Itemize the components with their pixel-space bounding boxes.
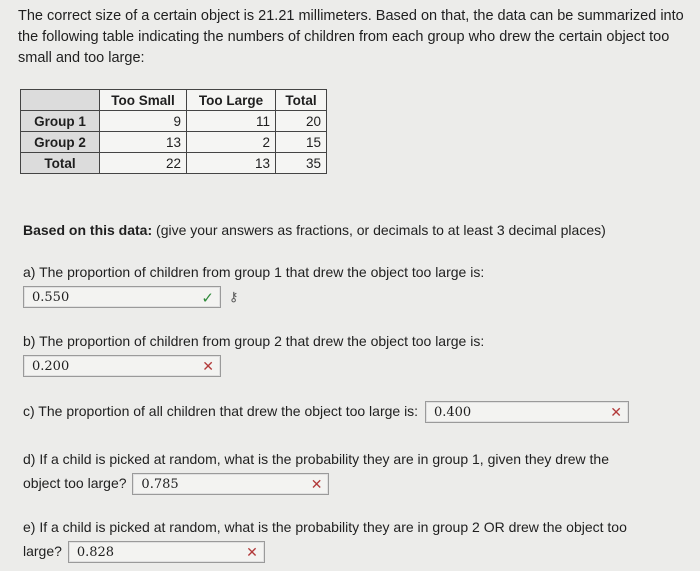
table-row	[21, 111, 327, 132]
instructions	[23, 222, 606, 238]
question-d-text-line1: d) If a child is picked at random, what is the probability they are in group 1, given they drew the	[23, 451, 609, 467]
question-b	[23, 331, 484, 377]
col-header-too-large: Too Large	[187, 90, 276, 111]
answer-c-value: 0.400	[433, 405, 472, 420]
table-header-row	[21, 90, 327, 111]
question-e-text-line2: large?	[23, 543, 62, 559]
table-row	[21, 153, 327, 174]
row-header-group2: Group 2	[21, 132, 100, 153]
answer-d-value: 0.785	[141, 477, 179, 492]
answer-c-input[interactable]	[425, 401, 629, 423]
cross-icon: ✕	[610, 405, 622, 421]
table-cell: 22	[100, 153, 187, 174]
row-header-group1: Group 1	[21, 111, 100, 132]
cross-icon: ✕	[310, 477, 323, 493]
answer-e-value: 0.828	[76, 545, 115, 560]
table-cell: 13	[187, 153, 276, 174]
table-row	[21, 132, 327, 153]
table-cell: 15	[276, 132, 327, 153]
col-header-too-small: Too Small	[100, 90, 187, 111]
problem-intro: The correct size of a certain object is 21.21 millimeters. Based on that, the data can be summarized into the following table indicating the numbers of children from each group who drew the certain object too small and too large:	[18, 8, 684, 66]
check-icon: ✓	[201, 289, 214, 307]
cross-icon: ✕	[202, 359, 214, 375]
summary-table	[20, 89, 327, 174]
question-b-text: b) The proportion of children from group 2 that drew the object too large is:	[23, 333, 485, 349]
cross-icon: ✕	[246, 545, 258, 561]
row-header-total: Total	[21, 153, 100, 174]
table-cell: 35	[276, 153, 327, 174]
table-cell: 9	[100, 111, 187, 132]
question-a-text: a) The proportion of children from group 1 that drew the object too large is:	[23, 264, 485, 280]
table-cell: 2	[187, 132, 276, 153]
instructions-bold: Based on this data:	[23, 222, 153, 238]
table-cell: 11	[187, 111, 276, 132]
table-corner-cell	[21, 90, 100, 111]
key-icon[interactable]: ⚷	[228, 290, 239, 305]
question-c-text: c) The proportion of all children that drew the object too large is:	[23, 403, 419, 419]
answer-a-value: 0.550	[32, 290, 70, 305]
answer-d-input[interactable]	[132, 473, 329, 495]
question-d-text-line2: object too large?	[23, 475, 127, 491]
col-header-total: Total	[276, 90, 327, 111]
answer-b-input[interactable]	[23, 355, 221, 377]
answer-b-value: 0.200	[32, 359, 70, 374]
answer-e-input[interactable]	[68, 541, 265, 563]
question-c	[23, 401, 629, 423]
answer-a-input[interactable]	[23, 286, 221, 308]
table-cell: 13	[100, 132, 187, 153]
question-e-text-line1: e) If a child is picked at random, what is the probability they are in group 2 OR drew the object too	[23, 519, 627, 535]
table-cell: 20	[276, 111, 327, 132]
question-e	[23, 517, 627, 563]
question-d	[23, 449, 609, 495]
instructions-rest: (give your answers as fractions, or decimals to at least 3 decimal places)	[152, 222, 606, 238]
question-a	[23, 262, 484, 308]
